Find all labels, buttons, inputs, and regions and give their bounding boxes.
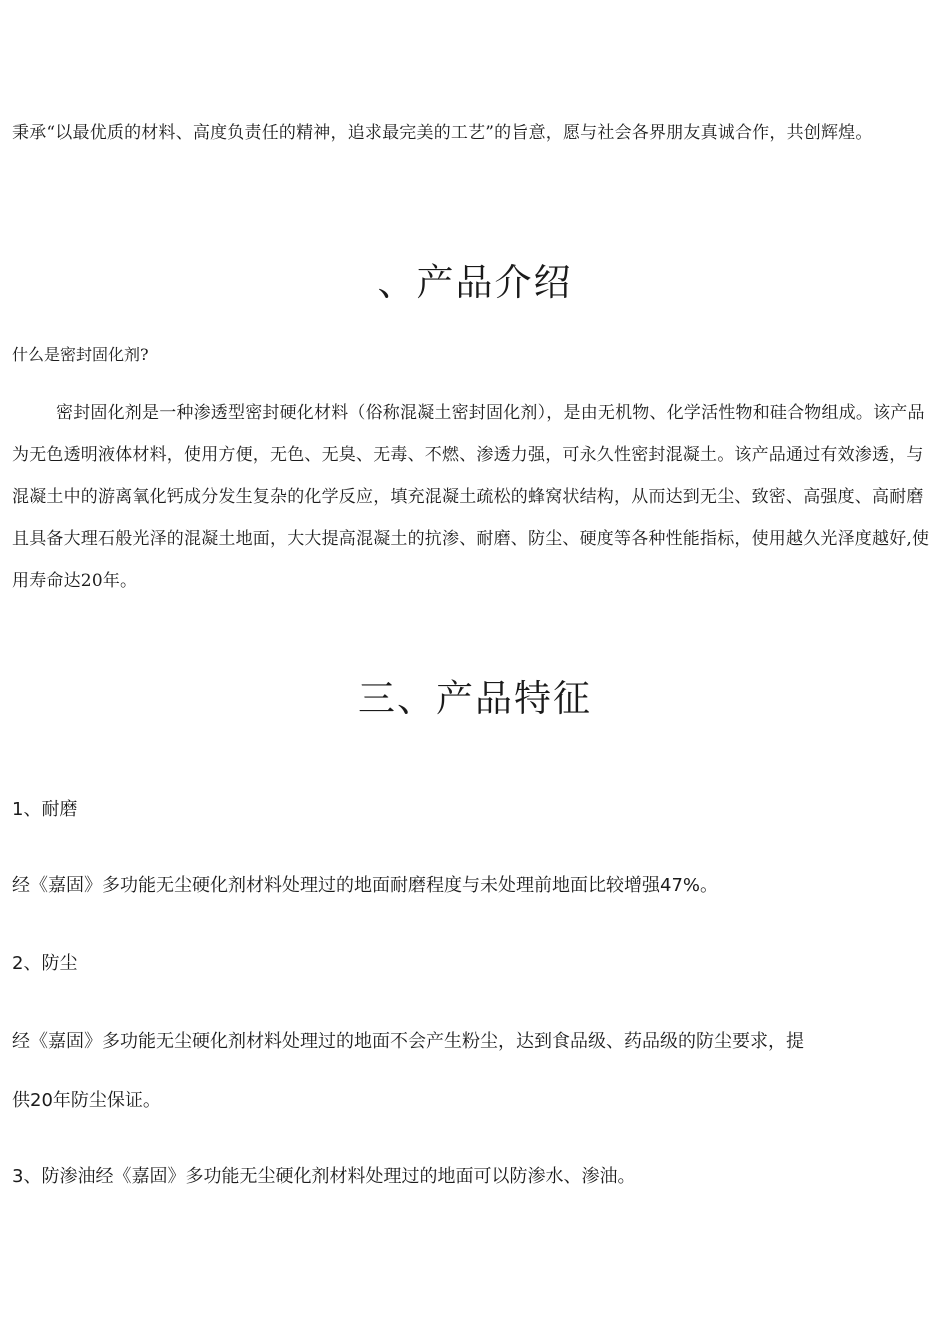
section-heading-product-intro: 、产品介绍 (377, 261, 573, 304)
feature-2-title: 2、防尘 (12, 953, 78, 974)
feature-1-text: 经《嘉固》多功能无尘硬化剂材料处理过的地面耐磨程度与未处理前地面比较增强47%。 (12, 875, 719, 896)
feature-2-text-line-1: 经《嘉固》多功能无尘硬化剂材料处理过的地面不会产生粉尘，达到食品级、药品级的防尘要求，提 (12, 1031, 804, 1052)
feature-3-text: 3、防渗油经《嘉固》多功能无尘硬化剂材料处理过的地面可以防渗水、渗油。 (12, 1166, 636, 1187)
question-text: 什么是密封固化剂? (12, 345, 149, 364)
product-description-paragraph: 密封固化剂是一种渗透型密封硬化材料（俗称混凝土密封固化剂），是由无机物、化学活性物和硅合物组成。该产品为无色透明液体材料，使用方便，无色、无臭、无毒、不燃、渗透力强，可永久性密封混凝土。该产品通过有效渗透，与混凝土中的游离氧化钙成分发生复杂的化学反应，填充混凝土疏松的蜂窝状结构，从而达到无尘、致密、高强度、高耐磨且具备大理石般光泽的混凝土地面，大大提高混凝土的抗渗、耐磨、防尘、硬度等各种性能指标，使用越久光泽度越好,使用寿命达20年。 (12, 403, 930, 591)
feature-1-title: 1、耐磨 (12, 799, 78, 820)
section-heading-product-features: 三、产品特征 (358, 677, 592, 720)
feature-2-text-line-2: 供20年防尘保证。 (12, 1090, 161, 1111)
intro-paragraph: 秉承“以最优质的材料、高度负责任的精神，追求最完美的工艺”的旨意，愿与社会各界朋友真诚合作，共创辉煌。 (12, 123, 873, 143)
